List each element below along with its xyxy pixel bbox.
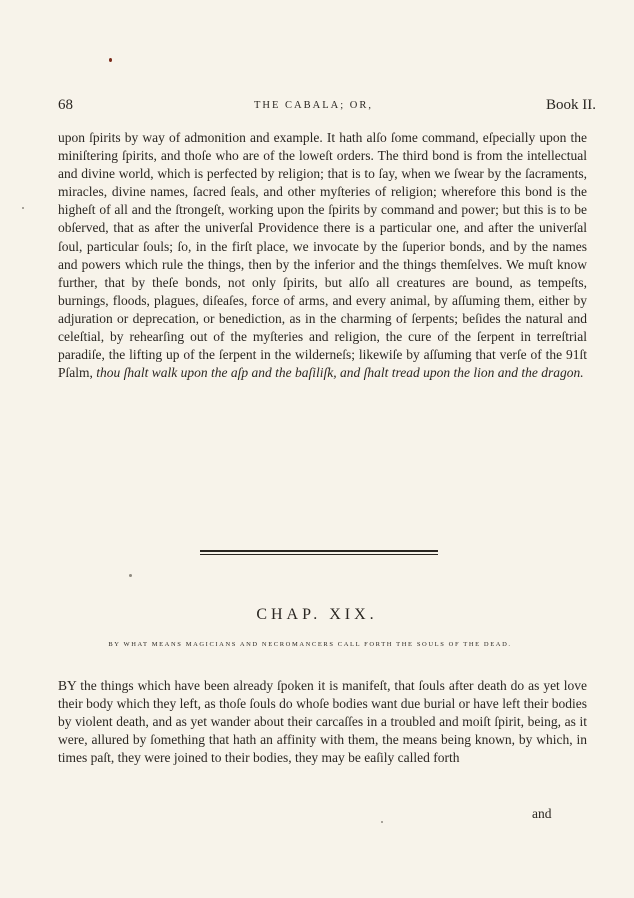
chapter-subtitle: BY WHAT MEANS MAGICIANS AND NECROMANCERS CALL FORTH THE SOULS OF THE DEAD. (108, 641, 512, 648)
divider-rule-thin (200, 554, 438, 555)
book-label: Book II. (546, 97, 596, 113)
paragraph-text: upon ſpirits by way of admonition and example. It hath alſo ſome command, eſpecially upon the miniſtering ſpirits, and thoſe who are of the loweſt orders. The third bond is from the intellectual and divine world, which is perfected by religion; that is to ſay, when we ſwear by the ſacraments, miracles, divine names, ſacred ſeals, and other myſteries of religion; wherefore this bond is the higheſt of all and the ſtrongeſt, working upon the ſpirits by command and power; but this is to be obſerved, that as after the univerſal Providence there is a particular one, and after the univerſal ſoul, particular ſouls; ſo, in the firſt place, we invocate by the ſuperior bonds, and by the names and powers which rule the things, then by the inferior and the things themſelves. We muſt know further, that by theſe bonds, not only ſpirits, but alſo all creatures are bound, as tempeſts, burnings, floods, plagues, diſeaſes, force of arms, and every animal, by aſſuming them, either by adjuration or deprecation, or benediction, as in the charming of ſerpents; beſides the natural and celeſtial, by rehearſing out of the myſteries and religion, the cure of the ſerpent in terreſtrial paradiſe, the lifting up of the ſerpent in the wilderneſs; likewiſe by aſſuming that verſe of the 91ſt Pſalm, (58, 130, 587, 381)
body-paragraph (58, 129, 587, 382)
running-head (58, 97, 596, 117)
paper-speck (109, 58, 112, 62)
chapter-paragraph: BY the things which have been already ſpoken it is manifeſt, that ſouls after death do as yet love their body which they left, as thoſe ſouls do whoſe bodies want due burial or have left their bodies by violent death, and as yet wander about their carcaſſes in a troubled and moiſt ſpirit, being, as it were, allured by ſomething that hath an affinity with them, the means being known, by which, in times paſt, they were joined to their bodies, they may be eaſily called forth (58, 678, 587, 766)
psalm-quotation: thou ſhalt walk upon the aſp and the baſiliſk, and ſhalt tread upon the lion and the dragon. (96, 365, 584, 381)
section-divider (200, 550, 438, 556)
catchword: and (532, 806, 552, 821)
paper-speck (381, 821, 383, 823)
chapter-heading: CHAP. XIX. (256, 606, 378, 623)
page-number: 68 (58, 97, 73, 113)
paper-speck (129, 574, 132, 577)
paper-speck (22, 207, 24, 209)
divider-rule-thick (200, 550, 438, 552)
running-title: THE CABALA; OR, (254, 100, 373, 111)
